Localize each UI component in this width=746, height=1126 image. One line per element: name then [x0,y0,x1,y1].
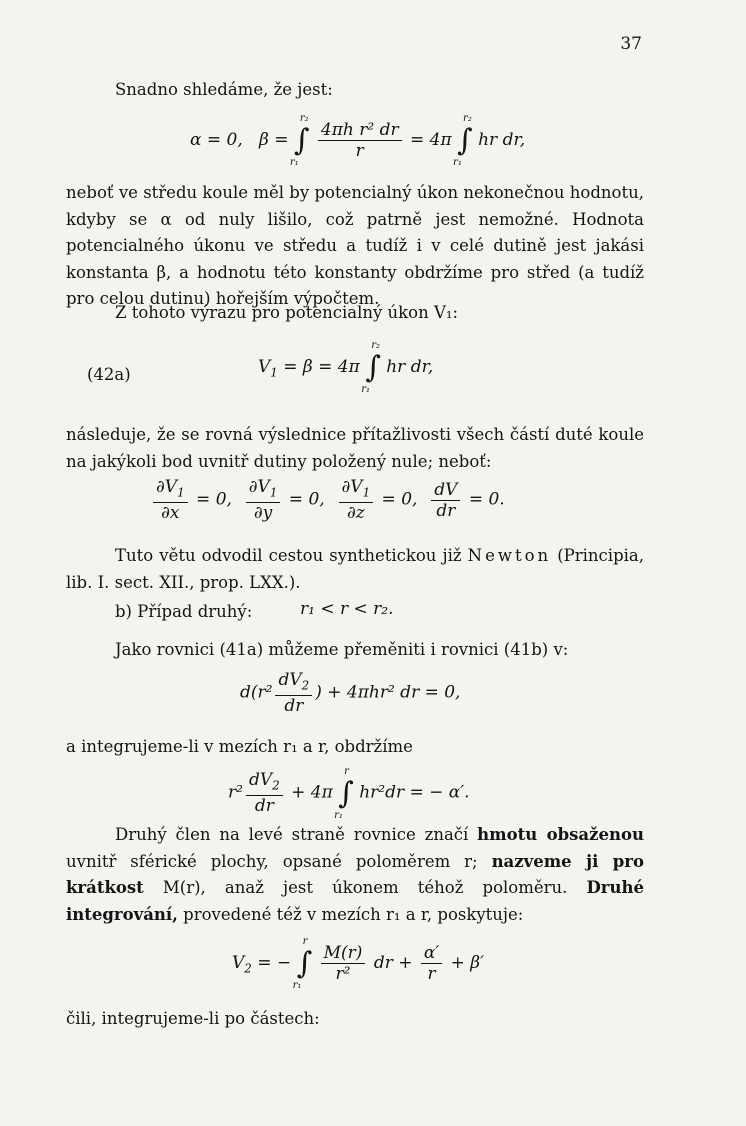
integral-sign: ∫ r r₁ [292,936,313,991]
equation-case-two: r₁ < r < r₂. [300,599,394,619]
mass-text-2: uvnitř sférické plochy, opsané poloměrem r; [66,851,492,871]
paragraph-potential-center: neboť ve středu koule měl by potencialný úkon nekonečnou hodnotu, kdyby se α od nuly lišilo, což patrně jest nemožné. Hodnota potencialného úkonu ve středu a tudíž i v celé dutině jest jakási konstanta β, a hodnotu této konstanty obdržíme pro střed (a tudíž pro celou dutinu) hořejším výpočtem. [66,183,644,309]
equation-differential: d(r² $\frac{dV_2}{dr}$ ) + 4πhr² dr = 0, [240,670,461,717]
paragraph-transform: Jako rovnici (41a) můžeme přeměniti i rovnici (41b) v: [115,640,569,659]
mass-text-1: Druhý člen na levé straně rovnice značí [115,825,478,844]
page-number: 37 [620,34,642,54]
integral-sign: ∫ r₂ r₁ [361,340,381,395]
paragraph-mass [66,822,644,928]
paragraph-by-parts: čili, integrujeme-li po částech: [66,1009,320,1028]
equation-integral-alpha: r² $\frac{dV_2}{dr}$ + 4π ∫ r r₁ hr²dr = − α′. [228,765,470,821]
mass-bold-3: Druhé integrování, [66,878,644,924]
paragraph-integrate-limits: a integrujeme-li v mezích r₁ a r, obdržíme [66,737,413,756]
mass-bold-1: hmotu obsaženou [477,825,644,844]
intro-line: Snadno shledáme, že jest: [115,80,333,99]
mass-text-3: M(r), anaž jest úkonem téhož poloměru. [143,878,587,898]
mass-bold-2: nazveme ji pro krátkost [66,851,645,898]
paragraph-resultant: následuje, že se rovná výslednice přítažlivosti všech částí duté koule na jakýkoli bod uvnitř dutiny položený nule; neboť: [66,425,644,471]
equation-alpha-beta: α = 0, β = ∫ r₂ r₁ $\frac{\text{4πh r² dr}}{r}$ = 4π ∫ r₂ r₁ hr dr, [190,113,526,168]
integral-sign: ∫ r r₁ [334,765,354,821]
newton-text-before: Tuto větu odvodil cestou synthetickou již [115,546,468,565]
equation-derivatives: $\frac{\partial V_1}{\partial x}$ = 0, $\frac{\partial V_1}{\partial y}$ = 0, $\frac{\partial V_1}{\partial z}$ = 0, $\frac{dV}{dr}$ = 0. [150,477,505,523]
paragraph-newton [66,543,644,596]
equation-label-42a: (42a) [87,365,131,384]
equation-V2: $V_2$ = − ∫ r r₁ $\frac{M(r)}{\text{r²}}$ dr + $\frac{\alpha'}{r}$ + β′ [232,936,484,991]
newton-text-after: (Principia, lib. I. sect. XII., prop. LXX.). [66,546,644,592]
newton-name: Newton [467,546,552,565]
integral-sign: ∫ r₂ r₁ [289,113,310,168]
integral-sign: ∫ r₂ r₁ [453,113,473,168]
case-two-heading: b) Případ druhý: [115,602,253,621]
mass-text-4: provedené též v mezích r₁ a r, poskytuje: [177,904,524,924]
equation-42a: $V_1 = \beta = 4\pi$ ∫ r₂ r₁ hr dr, [258,340,434,395]
paragraph-from-expression: Z tohoto výrazu pro potencialný úkon V₁: [115,303,459,322]
